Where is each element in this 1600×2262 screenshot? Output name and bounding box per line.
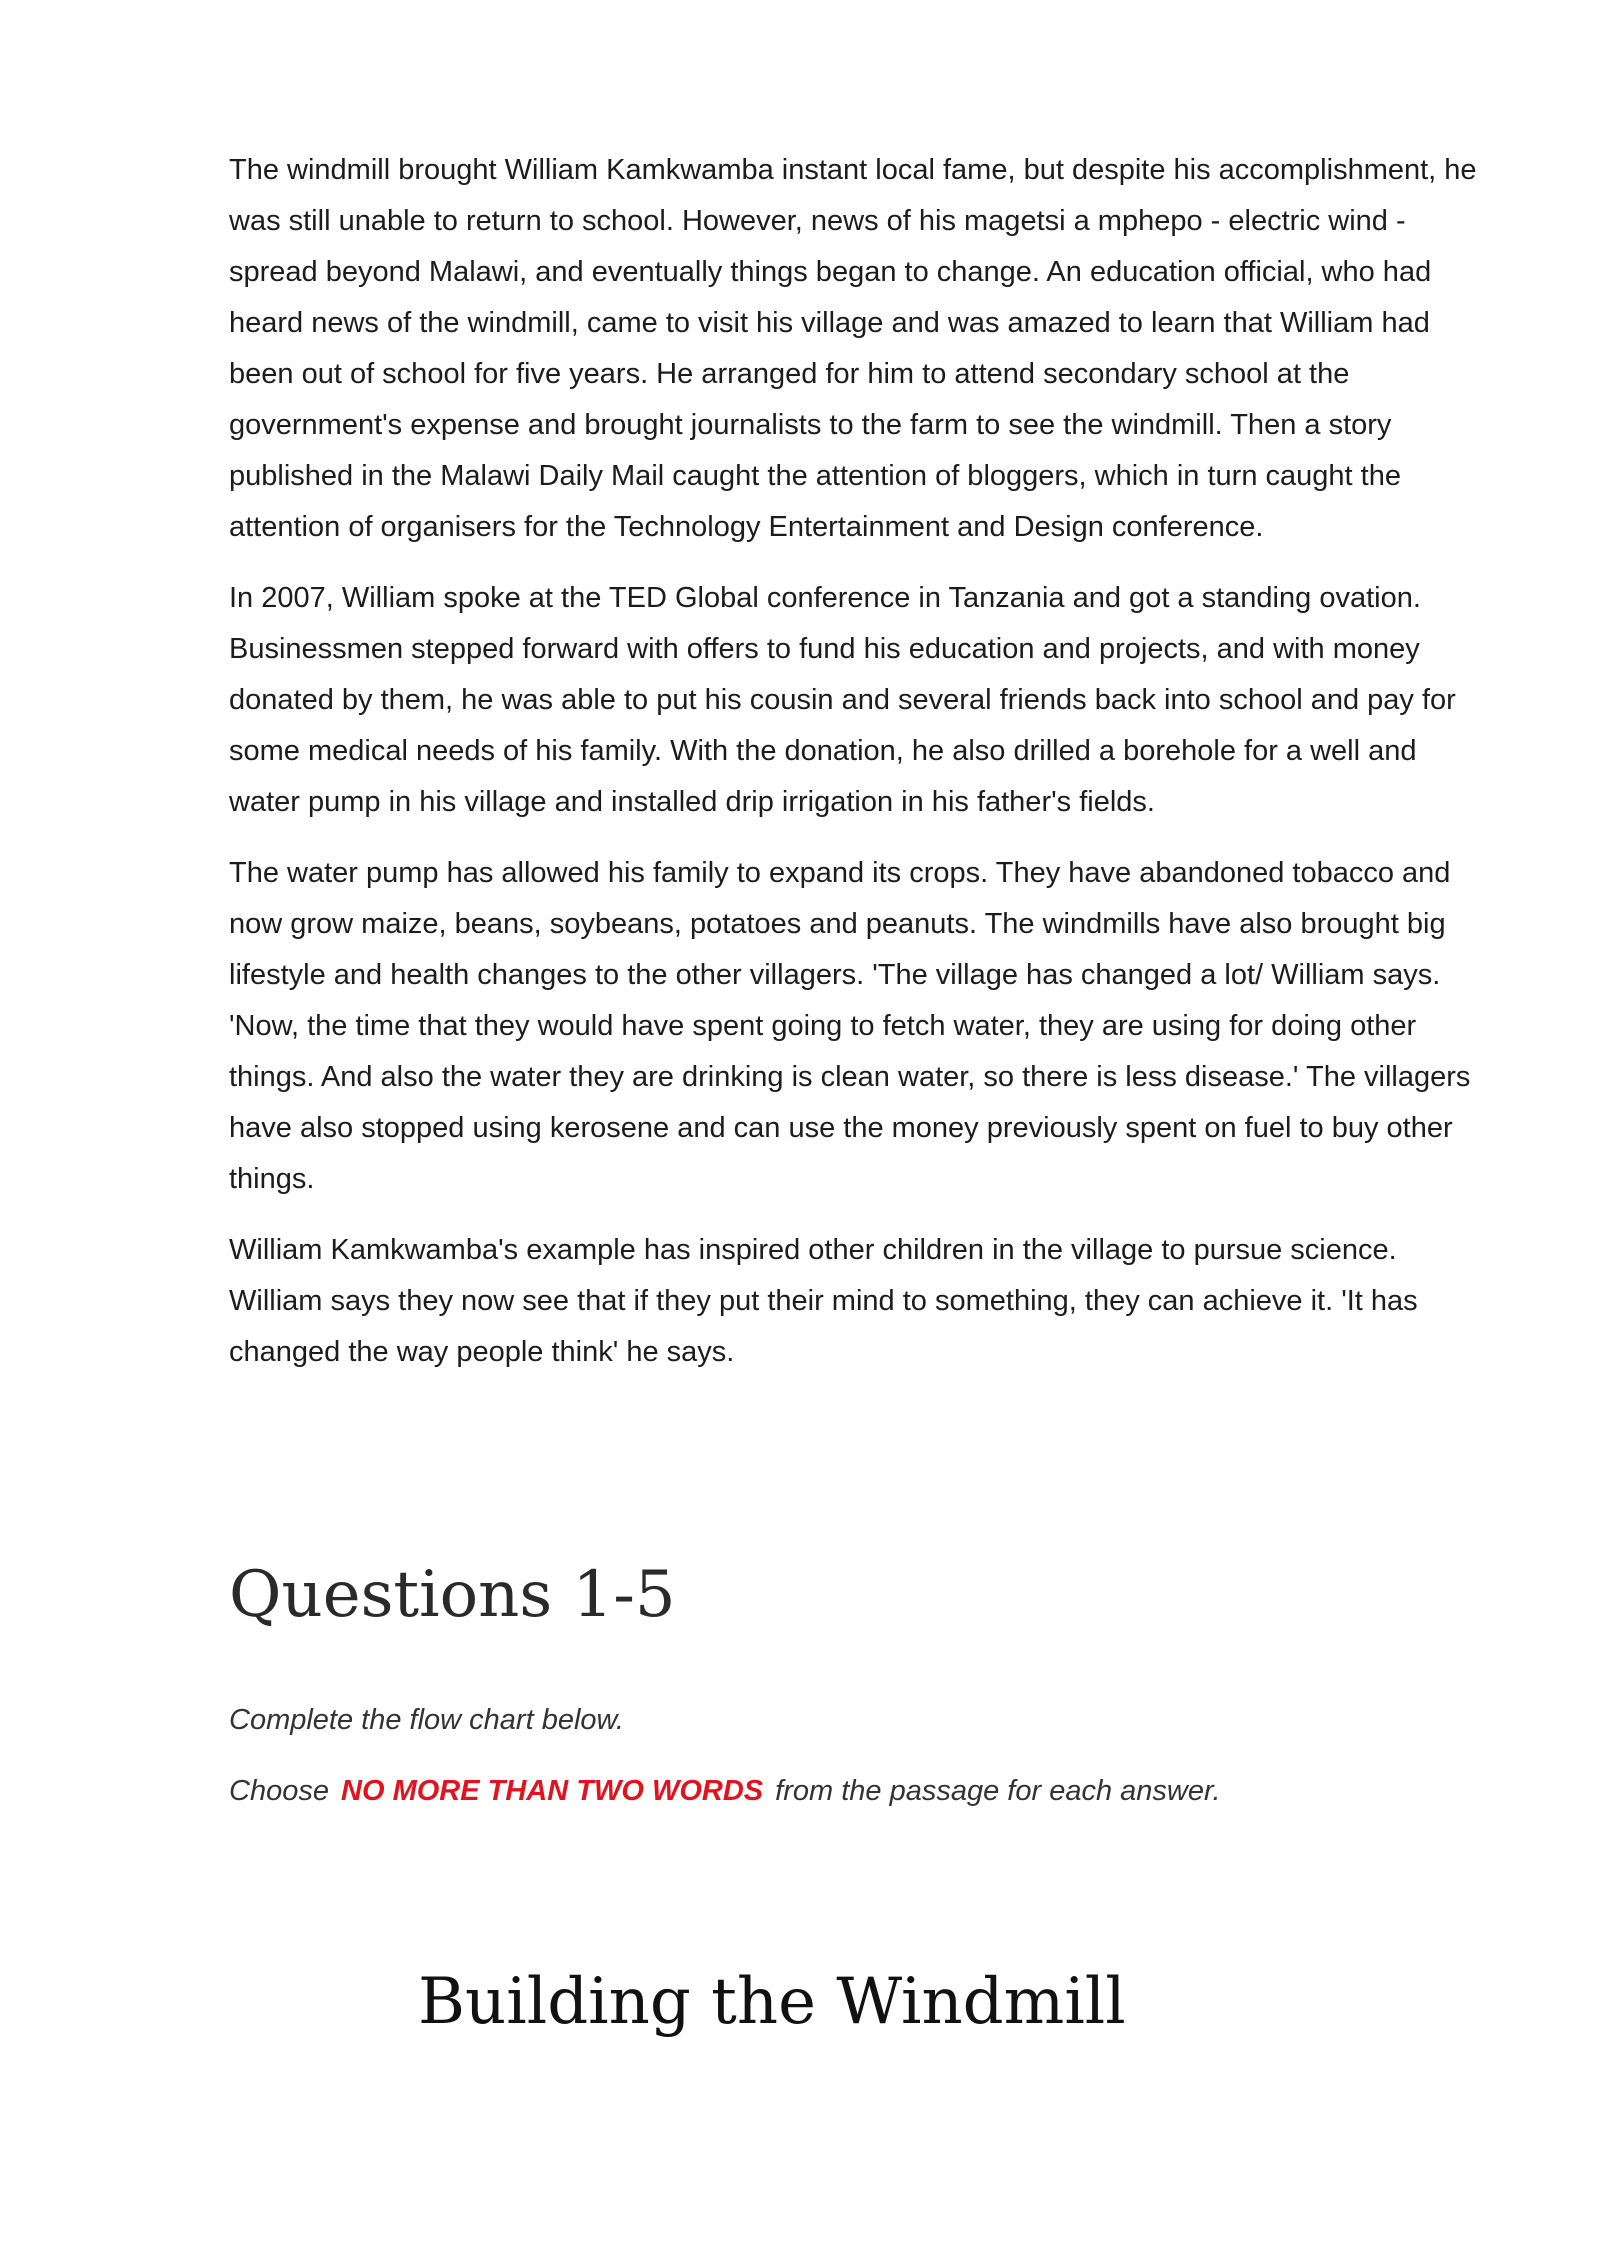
flow-chart-title: Building the Windmill [418,1965,1126,2039]
passage-paragraph-3: The water pump has allowed his family to expand its crops. They have abandoned tobacco and now grow maize, beans, soybeans, potatoes and peanuts. The windmills have also brought big lifestyle and health changes to the other villagers. 'The village has changed a lot/ William says. 'Now, the time that they would have spent going to fetch water, they are using for doing other things. And also the water they are drinking is clean water, so there is less disease.' The villagers have also stopped using kerosene and can use the money previously spent on fuel to buy other things. [229,857,1471,1195]
passage-paragraph-4: William Kamkwamba's example has inspired other children in the village to pursue science. William says they now see that if they put their mind to something, they can achieve it. 'It has changed the way people think' he says. [229,1234,1418,1368]
instruction-complete-flow-chart: Complete the flow chart below. [229,1704,624,1736]
instruction-suffix: from the passage for each answer. [775,1775,1221,1807]
passage-paragraph-1: The windmill brought William Kamkwamba instant local fame, but despite his accomplishment, he was still unable to return to school. However, news of his magetsi a mphepo - electric wind - spread beyond Malawi, and eventually things began to change. An education official, who had heard news of the windmill, came to visit his village and was amazed to learn that William had been out of school for five years. He arranged for him to attend secondary school at the government's expense and brought journalists to the farm to see the windmill. Then a story published in the Malawi Daily Mail caught the attention of bloggers, which in turn caught the attention of organisers for the Technology Entertainment and Design conference. [229,154,1477,543]
reading-passage [229,145,1489,1398]
passage-paragraph-2: In 2007, William spoke at the TED Global conference in Tanzania and got a standing ovation. Businessmen stepped forward with offers to fund his education and projects, and with money donated by them, he was able to put his cousin and several friends back into school and pay for some medical needs of his family. With the donation, he also drilled a borehole for a well and water pump in his village and installed drip irrigation in his father's fields. [229,582,1456,818]
word-limit-emphasis: NO MORE THAN TWO WORDS [341,1775,764,1807]
instruction-word-limit [229,1771,1221,1811]
instruction-prefix: Choose [229,1775,329,1807]
questions-heading: Questions 1-5 [229,1558,676,1632]
